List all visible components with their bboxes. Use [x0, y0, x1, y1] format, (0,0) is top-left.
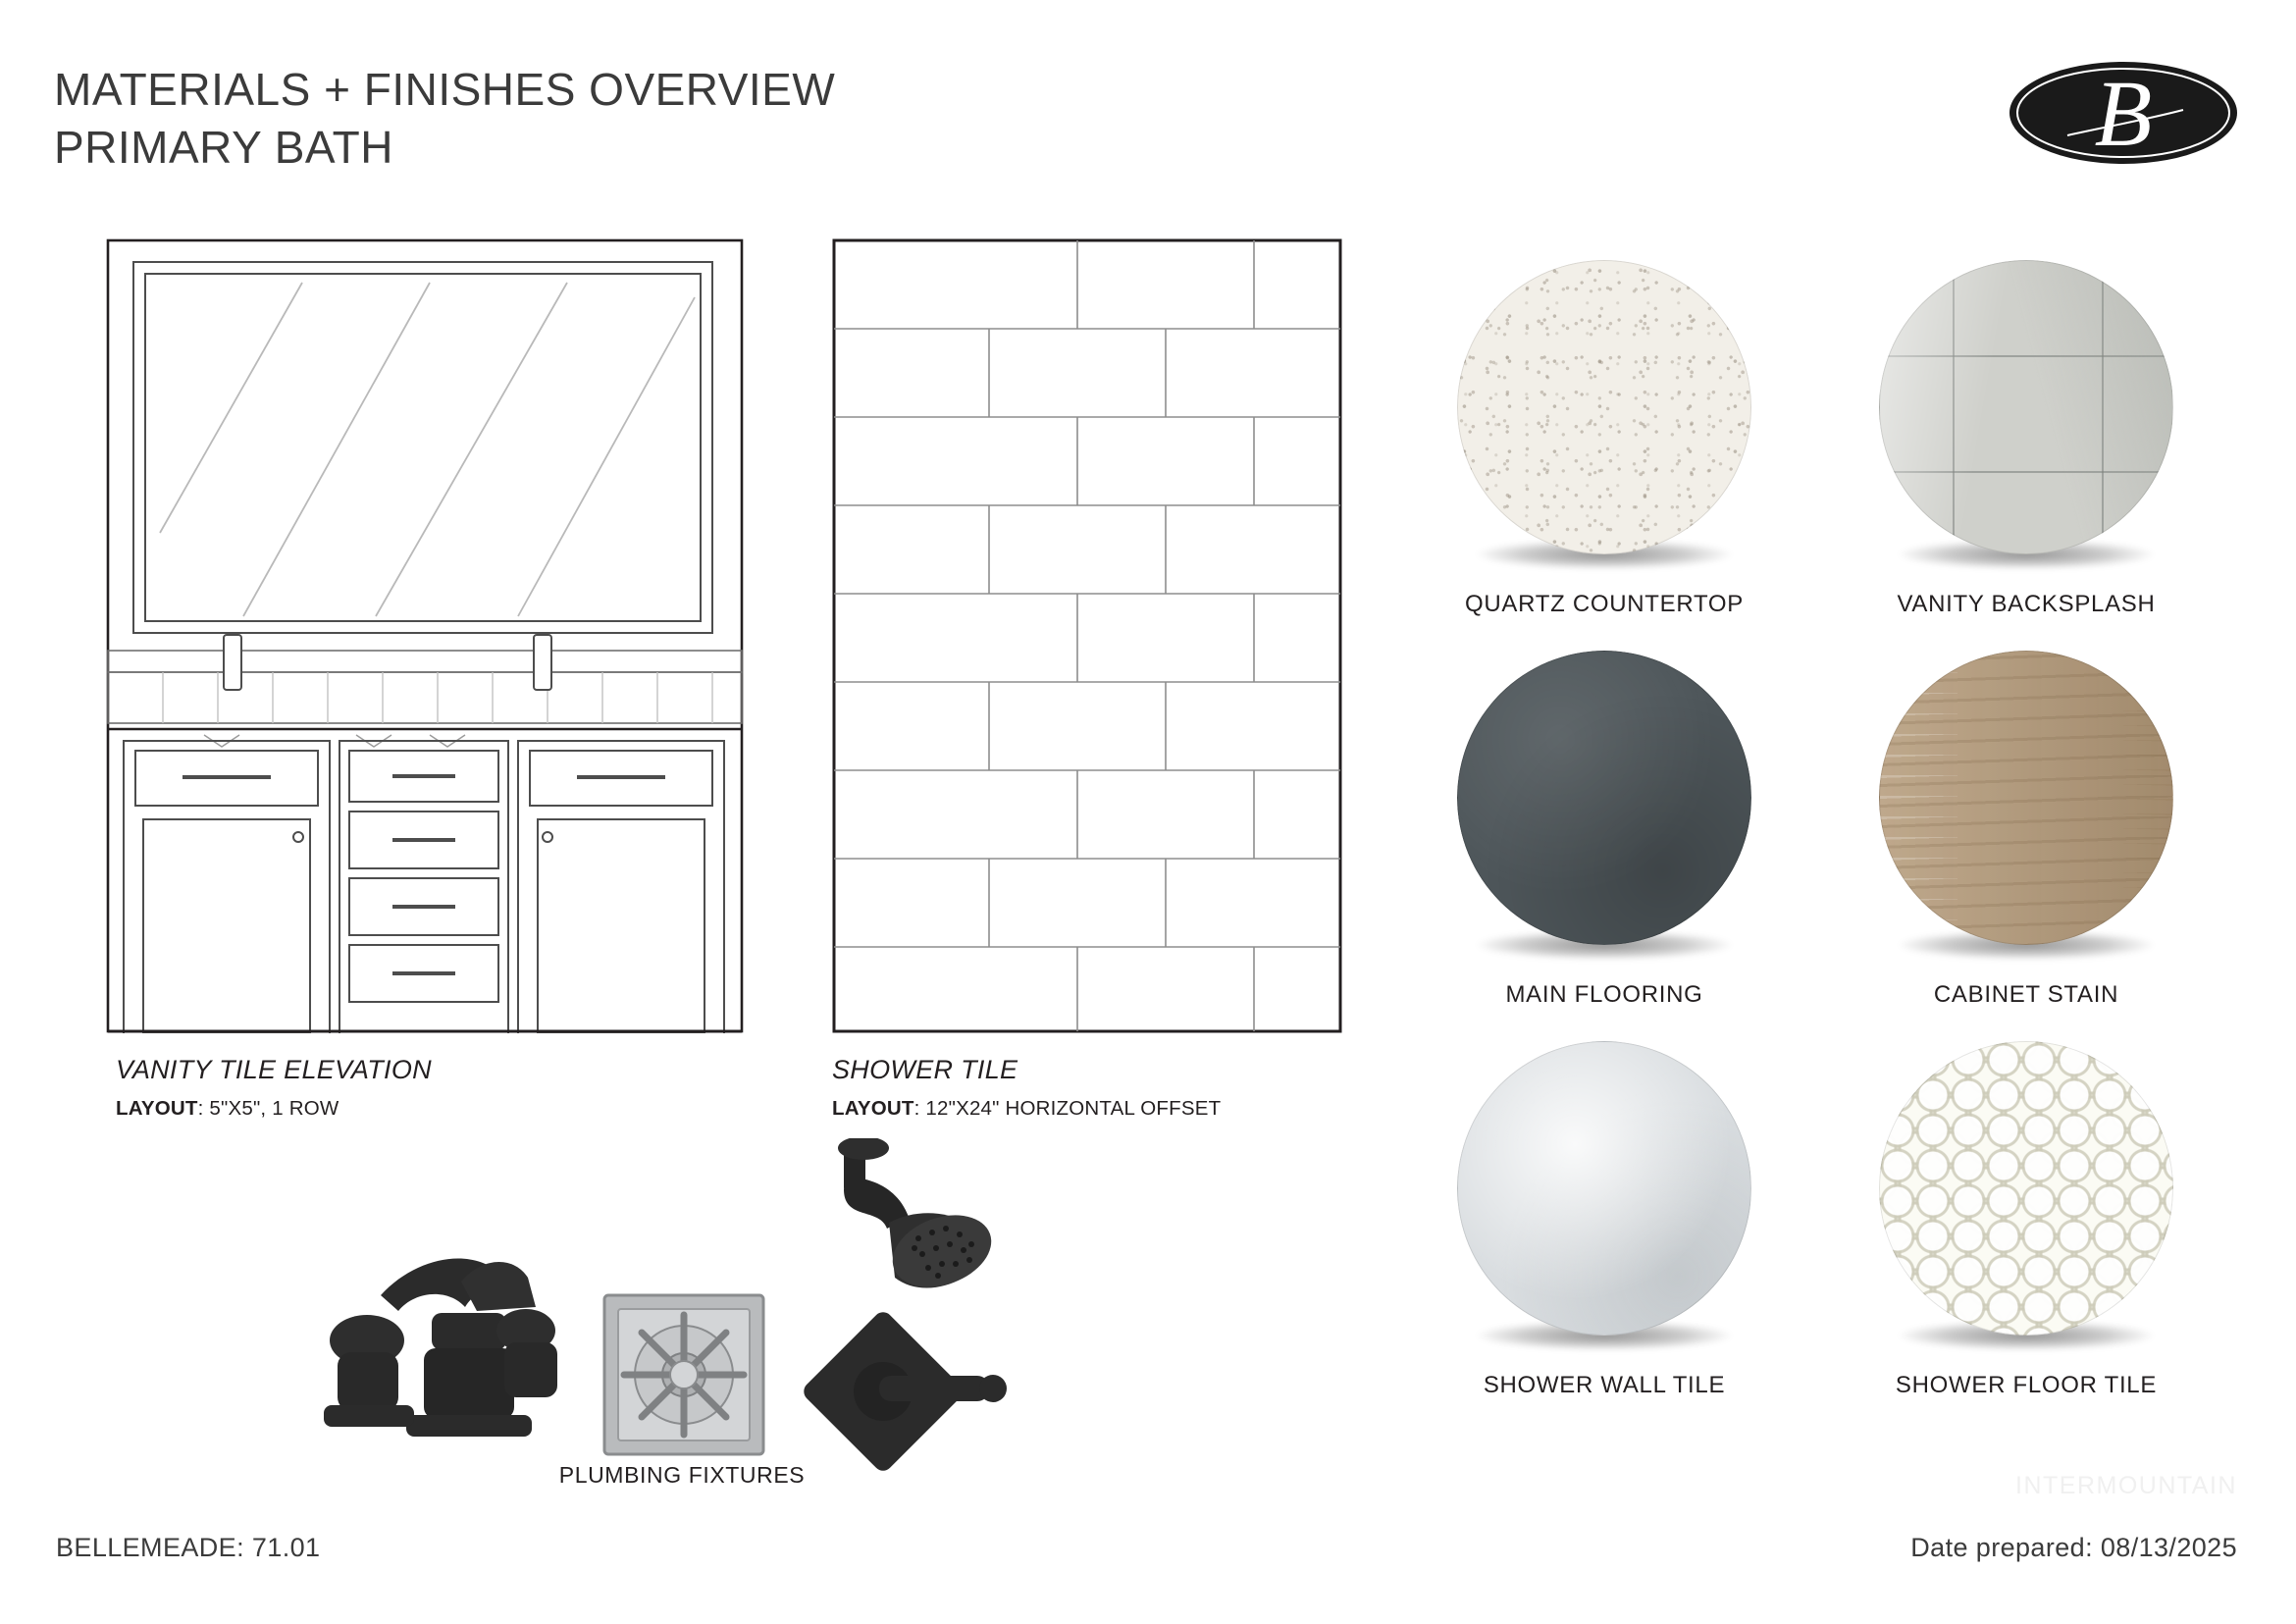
vanity-tile-elevation-drawing — [106, 238, 744, 1033]
swatch-label: MAIN FLOORING — [1505, 981, 1703, 1008]
shower-caption-block — [832, 1055, 1221, 1121]
page-title-line-2: PRIMARY BATH — [54, 121, 393, 173]
swatch-label: CABINET STAIN — [1933, 981, 2119, 1008]
shower-caption-title: SHOWER TILE — [832, 1055, 1018, 1084]
plumbing-fixtures-caption: PLUMBING FIXTURES — [558, 1462, 806, 1488]
swatch-disc — [1457, 1041, 1751, 1336]
swatch-disc-holder — [1879, 651, 2173, 969]
shower-layout-note — [832, 1097, 1221, 1121]
vanity-layout-value: : 5"X5", 1 ROW — [197, 1097, 339, 1120]
vanity-layout-label: LAYOUT — [116, 1097, 198, 1120]
material-swatch-grid — [1428, 260, 2203, 1432]
page-title-line-1: MATERIALS + FINISHES OVERVIEW — [54, 64, 836, 115]
swatch-disc — [1457, 260, 1751, 554]
swatch-label: VANITY BACKSPLASH — [1897, 591, 2156, 617]
swatch-disc — [1879, 1041, 2173, 1336]
lavatory-faucet-icon — [324, 1259, 557, 1437]
swatch-disc-holder — [1457, 260, 1751, 579]
swatch-vanity-backsplash[interactable] — [1850, 260, 2203, 618]
swatch-cabinet-stain[interactable] — [1850, 651, 2203, 1009]
vanity-caption-block — [116, 1055, 432, 1121]
vanity-caption-title: VANITY TILE ELEVATION — [116, 1055, 432, 1084]
plumbing-fixtures-image — [294, 1138, 1070, 1501]
swatch-row-3 — [1428, 1041, 2203, 1399]
swatch-shower-wall-tile[interactable] — [1428, 1041, 1781, 1399]
swatch-disc — [1879, 651, 2173, 945]
shower-tile-drawing — [832, 238, 1342, 1033]
page-title — [54, 61, 835, 177]
bellemeade-logo — [2009, 59, 2239, 167]
swatch-disc-holder — [1879, 1041, 2173, 1360]
swatch-disc-holder — [1457, 651, 1751, 969]
shower-valve-trim-icon — [800, 1308, 1007, 1475]
swatch-row-1 — [1428, 260, 2203, 618]
shower-drain-icon — [604, 1295, 763, 1454]
swatch-label: SHOWER FLOOR TILE — [1895, 1372, 2158, 1398]
shower-layout-label: LAYOUT — [832, 1097, 914, 1120]
watermark-text: INTERMOUNTAIN — [2015, 1472, 2237, 1499]
project-number: BELLEMEADE: 71.01 — [56, 1533, 321, 1562]
swatch-main-flooring[interactable] — [1428, 651, 1781, 1009]
date-prepared: Date prepared: 08/13/2025 — [1910, 1533, 2237, 1562]
swatch-row-2 — [1428, 651, 2203, 1009]
swatch-disc — [1457, 651, 1751, 945]
swatch-label: SHOWER WALL TILE — [1483, 1372, 1726, 1398]
swatch-disc-holder — [1457, 1041, 1751, 1360]
vanity-layout-note — [116, 1097, 432, 1121]
shower-layout-value: : 12"X24" HORIZONTAL OFFSET — [913, 1097, 1222, 1120]
swatch-shower-floor-tile[interactable] — [1850, 1041, 2203, 1399]
svg-text:B: B — [2094, 61, 2153, 166]
shower-head-icon — [838, 1138, 1001, 1300]
swatch-disc — [1879, 260, 2173, 554]
swatch-disc-holder — [1879, 260, 2173, 579]
swatch-quartz-countertop[interactable] — [1428, 260, 1781, 618]
swatch-label: QUARTZ COUNTERTOP — [1465, 591, 1744, 617]
